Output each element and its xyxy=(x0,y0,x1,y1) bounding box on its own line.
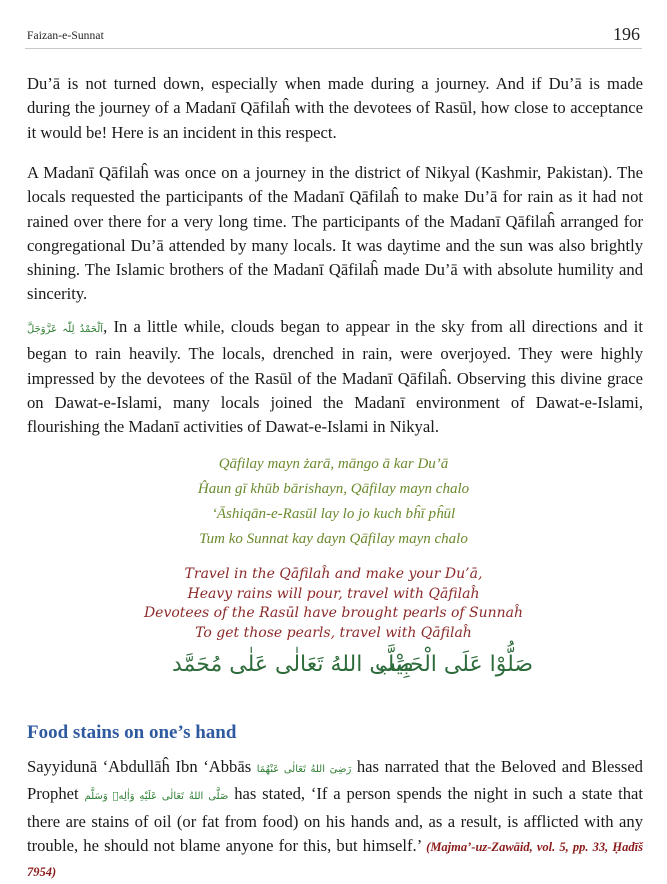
verse-line: Devotees of the Rasūl have brought pearls of Sunnaĥ xyxy=(143,605,524,621)
section-heading: Food stains on one’s hand xyxy=(27,722,237,743)
verse-line: To get those pearls, travel with Qāfilaĥ xyxy=(195,624,472,641)
page-number: 196 xyxy=(613,24,640,44)
arabic-radiallahu-anhuma: رَضِیَ اللهُ تَعَالٰی عَنْهُمَا xyxy=(256,764,352,775)
verse-line: Heavy rains will pour, travel with Qāfilaĥ xyxy=(187,585,480,602)
text-segment: has stated, ‘If a person spends the night in such a state that there are stains of oil (or fat from food) on his hands and, as a result, is afflicted with any trouble, he should not blame anyone for this, but himself.’ xyxy=(27,784,643,855)
book-title: Faizan-e-Sunnat xyxy=(27,30,104,42)
arabic-sallallahu-alaihi-wasallam: صَلَّی اللهُ تَعَالٰی عَلَیْهِ وَاٰلِهٖ وَسَلَّم xyxy=(84,791,229,803)
salat-sallallahu-ala-muhammad: صَلَّی اللهُ تَعَالٰی عَلٰی مُحَمَّد xyxy=(172,652,414,677)
verse-line: Qāfilay mayn żarā, māngo ā kar Du’ā xyxy=(218,456,449,472)
verse-transliteration xyxy=(0,452,667,552)
paragraph-nikyal-incident: A Madanī Qāfilaĥ was once on a journey in the district of Nikyal (Kashmir, Pakistan). The locals requested the participants of the Madanī Qāfilaĥ to make Du’ā for rain as it had not rained over there for a very long time. The participants of the Madanī Qāfilaĥ arranged for congregational Du’ā attended by many locals. It was daytime and the sun was also brightly shining. The Islamic brothers of the Madanī Qāfilaĥ made Du’ā with absolute humility and sincerity. xyxy=(27,163,643,304)
hadith-citation: (Majma’-uz-Zawāid, vol. 5, pp. 33, Ḥadīš 7954) xyxy=(27,839,643,880)
text-segment: has narrated that the Beloved and Blessed Prophet xyxy=(27,757,643,804)
paragraph-food-stains xyxy=(27,755,643,884)
text-segment: Sayyidunā ‘Abdullāĥ Ibn ‘Abbās xyxy=(27,757,257,776)
page-header xyxy=(25,22,642,49)
paragraph-dua-journey: Du’ā is not turned down, especially when made during a journey. And if Du’ā is made during the journey of a Madanī Qāfilaĥ with the devotees of Rasūl, how close to acceptance it would be! Here is an incident in this respect. xyxy=(27,74,643,142)
paragraph-rain-outcome xyxy=(27,315,643,439)
verse-line: Travel in the Qāfilaĥ and make your Du’ā, xyxy=(184,566,483,582)
verse-line: Tum ko Sunnat kay dayn Qāfilay mayn chalo xyxy=(199,531,468,547)
paragraph-rain-text: , In a little while, clouds began to appear in the sky from all directions and it began to rain heavily. The locals, drenched in rain, were overjoyed. They were highly impressed by the devotees of the Rasūl of the Madanī Qāfilaĥ. Observing this divine grace on Dawat-e-Islami, many locals joined the Madanī environment of Dawat-e-Islami, flourishing the Madanī activities of Dawat-e-Islami in Nikyal. xyxy=(27,317,644,437)
salat-sallu-alal-habib: صَلُّوْا عَلَی الْحَبِیْب xyxy=(375,652,534,677)
salat-calligraphy xyxy=(0,652,667,692)
verse-line: Ĥaun gī khūb bārishayn, Qāfilay mayn chalo xyxy=(197,481,470,497)
arabic-alhamdulillah: اَلْحَمْدُ لِلّٰہ عَزَّوَجَلَّ xyxy=(27,324,104,335)
verse-translation xyxy=(0,565,667,643)
verse-line: ‘Āshiqān-e-Rasūl lay lo jo kuch bĥī pĥūl xyxy=(211,506,456,522)
